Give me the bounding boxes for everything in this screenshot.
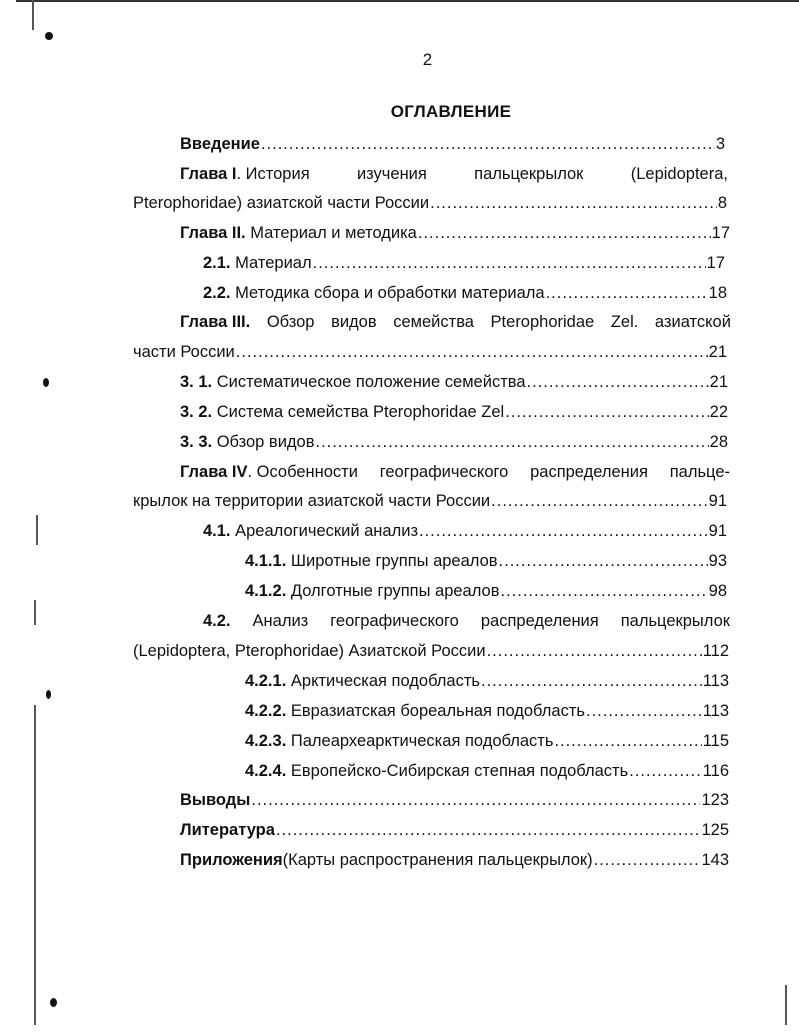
toc-label: 2.2. [203,284,231,302]
toc-word: географического [379,463,509,481]
dot-leader [505,402,708,422]
toc-page: 3 [715,135,725,153]
dot-leader [629,761,702,781]
toc-label: 3. 2. [180,403,213,421]
dot-leader [500,581,707,601]
toc-page: 91 [708,492,727,510]
toc-page: 91 [708,522,727,540]
toc-text: Методика сбора и обработки материала [230,284,545,302]
toc-word: географического [330,612,459,630]
toc-entry-ch4-line1 [180,462,730,482]
toc-label: 4.2.2. [245,702,287,720]
toc-entry-ch2 [180,223,730,243]
toc-chapter-word: Глава IV [180,463,248,481]
toc-label: 4.1.1. [245,552,287,570]
toc-entry-ch1-line1 [180,164,728,184]
toc-label: 4.2. [203,612,231,630]
toc-word: пальцекрылок [620,612,730,630]
toc-label: Литература [180,821,275,839]
toc-entry-intro [180,134,725,154]
dot-leader [418,223,711,243]
toc-entry-4-1-2 [245,581,727,601]
toc-word: семейства [393,313,474,331]
toc-text: Долготные группы ареалов [286,582,500,600]
toc-text: Систематическое положение семейства [212,373,526,391]
toc-entry-3-1 [180,372,728,392]
toc-word: Pterophoridae [490,313,595,331]
toc-label [180,462,358,482]
toc-entry-literature [180,820,729,840]
toc-entry-3-2 [180,402,728,422]
dot-leader [430,193,717,213]
dot-leader [261,134,715,154]
toc-entry-4-2-2 [245,701,729,721]
toc-page: 17 [706,254,725,272]
dot-leader [276,820,701,840]
toc-entry-ch4-line2 [133,491,727,511]
dot-leader [236,342,708,362]
toc-entry-conclusions [180,790,729,810]
toc-entry-4-1-1 [245,551,727,571]
toc-page: 125 [701,821,729,839]
toc-label: 3. 1. [180,373,213,391]
toc-label: 4.1. [203,522,231,540]
scan-left-border [32,0,34,30]
toc-text: части России [133,343,235,361]
toc-entry-4-1 [203,521,727,541]
toc-label: 4.1.2. [245,582,287,600]
toc-page: 115 [702,732,729,750]
dot-leader [419,521,708,541]
dot-leader [546,283,708,303]
toc-text: крылок на территории азиатской части России [133,492,491,510]
toc-page: 21 [708,343,727,361]
toc-word: изучения [356,165,427,183]
dot-leader [251,790,700,810]
toc-page: 17 [711,224,730,242]
toc-label: 4.2.3. [245,732,287,750]
toc-text: (Lepidoptera, Pterophoridae) Азиатской России [133,642,486,660]
toc-page: 93 [708,552,727,570]
toc-text: Ареалогический анализ [230,522,419,540]
toc-label: 4.2.4. [245,762,287,780]
toc-page: 98 [708,582,727,600]
dot-leader [586,701,702,721]
punch-hole-mark [50,998,57,1007]
scan-top-border [16,0,799,2]
dot-leader [316,432,709,452]
toc-text: Обзор видов [212,433,315,451]
toc-text: Широтные группы ареалов [286,552,498,570]
toc-page: 123 [701,791,729,809]
toc-entry-3-3 [180,432,728,452]
toc-page: 22 [709,403,728,421]
punch-hole-mark [45,32,53,40]
toc-word: . Особенности [247,463,358,481]
toc-text: Pterophoridae) азиатской части России [133,194,430,212]
scan-left-border [34,600,36,625]
toc-entry-2-1 [203,253,725,273]
toc-page: 8 [717,194,727,212]
toc-page: 116 [702,762,729,780]
toc-label: Выводы [180,791,251,809]
toc-label: Введение [180,135,260,153]
toc-label: Глава II. [180,224,246,242]
toc-page: 21 [709,373,728,391]
dot-leader [487,641,702,661]
toc-chapter-roman: I [231,165,237,183]
toc-word: Обзор [266,313,315,331]
scan-right-border [785,985,787,1025]
toc-entry-4-2-line1 [203,611,730,631]
toc-word: азиатской [654,313,731,331]
toc-label: 2.1. [203,254,231,272]
toc-word: пальце- [669,463,730,481]
toc-text: (Карты распространения пальцекрылок) [282,851,593,869]
toc-word: . История [236,165,310,183]
punch-hole-mark [46,690,51,699]
toc-text: Арктическая подобласть [286,672,481,690]
toc-word: распределения [530,463,648,481]
toc-word: (Lepidoptera, [630,165,728,183]
toc-text: Евразиатская бореальная подобласть [286,702,585,720]
toc-label: Глава III. [180,313,251,331]
punch-hole-mark [43,378,49,387]
toc-label: Приложения [180,851,283,869]
toc-entry-appendix [180,850,729,870]
dot-leader [527,372,709,392]
toc-word: распределения [480,612,599,630]
toc-page: 112 [702,642,729,660]
toc-page: 143 [701,851,729,869]
toc-entry-4-2-3 [245,731,729,751]
toc-text: Материал [230,254,312,272]
toc-word: Zel. [610,313,639,331]
toc-page: 18 [708,284,727,302]
toc-entry-2-2 [203,283,727,303]
toc-word: видов [331,313,377,331]
dot-leader [481,671,702,691]
toc-word: Анализ [252,612,309,630]
toc-text: Система семейства Pterophoridae Zel [212,403,505,421]
dot-leader [594,850,701,870]
scan-left-border [34,705,36,1025]
toc-entry-4-2-1 [245,671,729,691]
toc-label [180,164,310,184]
toc-page: 113 [702,672,729,690]
toc-word: пальцекрылок [474,165,584,183]
toc-entry-ch3-line1 [180,312,731,332]
toc-chapter-word: Глава [180,165,228,183]
toc-text: Европейско-Сибирская степная подобласть [286,762,629,780]
page-title: ОГЛАВЛЕНИЕ [390,102,512,121]
toc-label: 4.2.1. [245,672,287,690]
toc-text: Палеархеарктическая подобласть [286,732,554,750]
dot-leader [554,731,701,751]
toc-page: 28 [709,433,728,451]
dot-leader [491,491,707,511]
toc-entry-4-2-line2 [133,641,729,661]
toc-entry-ch3-line2 [133,342,727,362]
dot-leader [313,253,706,273]
toc-label: 3. 3. [180,433,213,451]
page-number: 2 [422,50,433,69]
toc-page: 113 [702,702,729,720]
toc-text: Материал и методика [245,224,417,242]
toc-entry-4-2-4 [245,761,729,781]
toc-entry-ch1-line2 [133,193,727,213]
dot-leader [499,551,708,571]
scan-left-border [36,515,38,545]
